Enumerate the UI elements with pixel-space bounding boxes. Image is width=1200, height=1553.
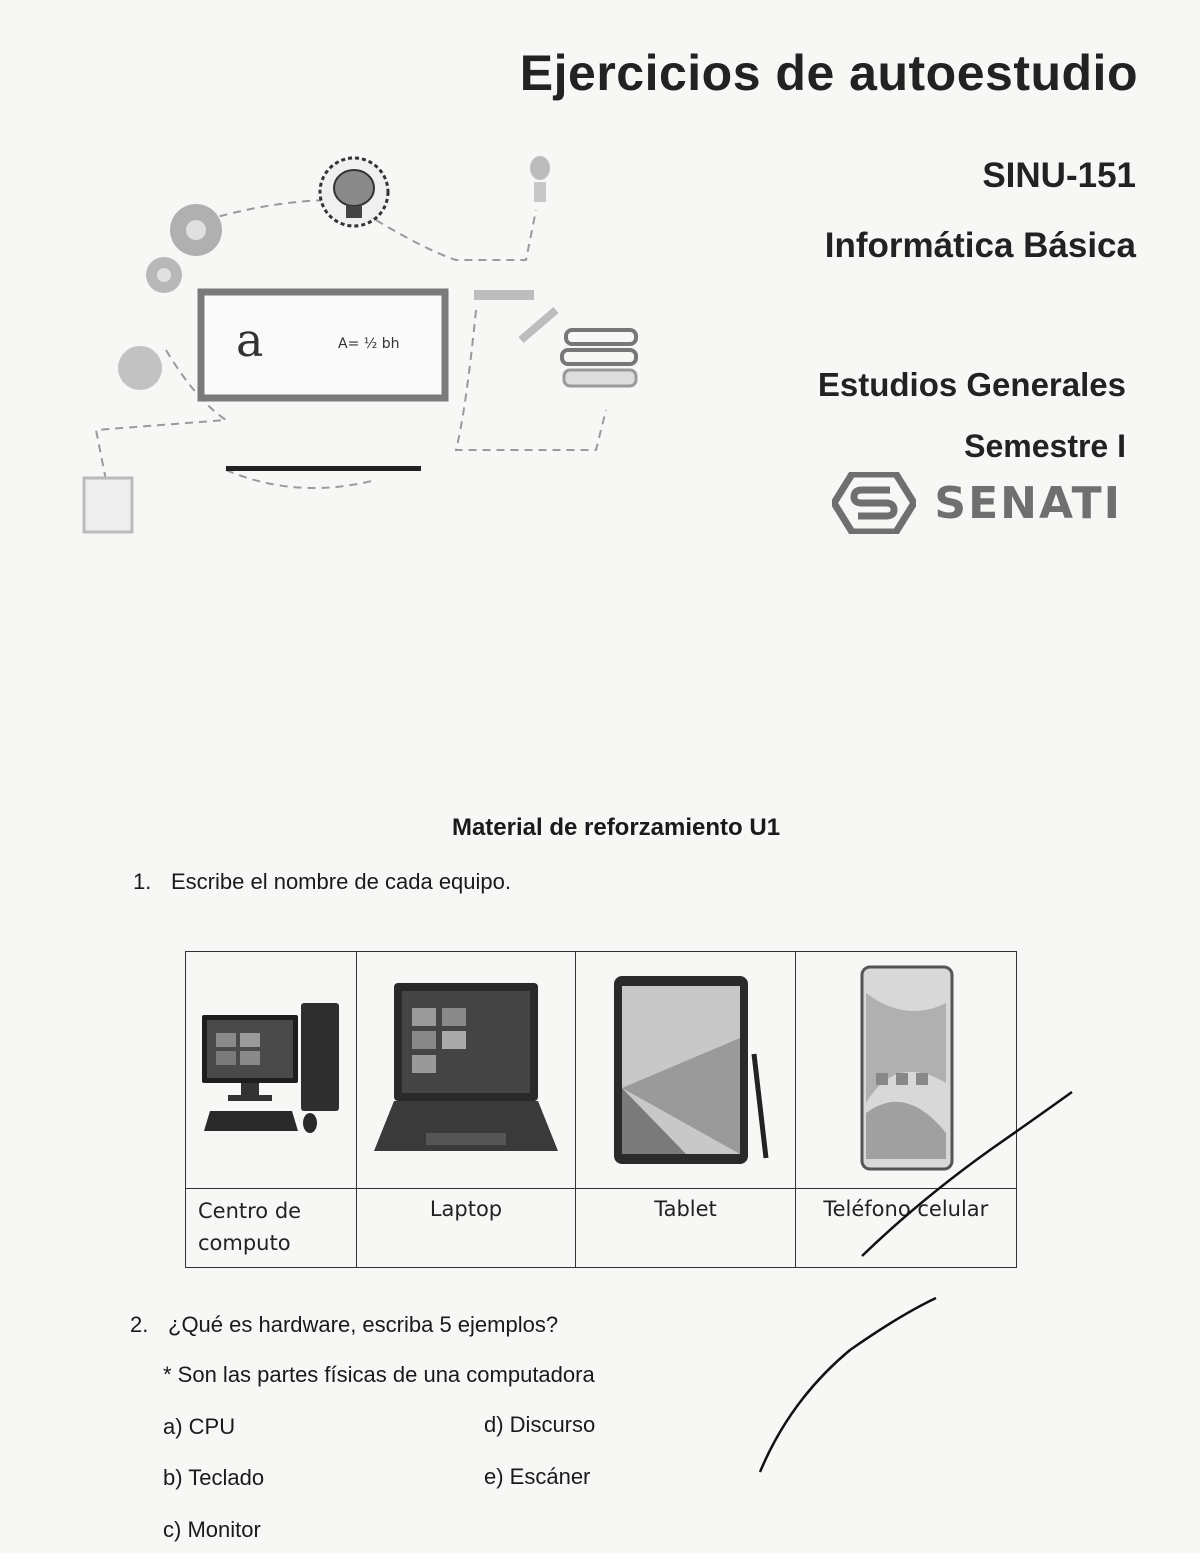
device-image-cell (186, 952, 357, 1189)
device-label: Teléfono celular (823, 1197, 989, 1221)
gear-icon (146, 204, 222, 293)
course-code: SINU-151 (982, 156, 1136, 195)
clipboard-icon (84, 478, 132, 532)
section-title: Material de reforzamiento U1 (451, 814, 781, 841)
question-number: 1. (133, 869, 152, 894)
question-1 (133, 869, 511, 895)
device-label-cell (576, 1189, 795, 1268)
pencil-icon (521, 310, 556, 340)
ruler-icon (474, 290, 534, 300)
answer-item: d) Discurso (484, 1412, 596, 1437)
books-icon (562, 330, 636, 386)
chalkboard-icon (201, 292, 445, 471)
device-label-line-2: computo (198, 1231, 291, 1255)
device-label-cell (186, 1189, 357, 1268)
course-name: Informática Básica (824, 226, 1136, 265)
logo-text: SENATI (934, 477, 1122, 529)
answer-item: c) Monitor (163, 1517, 261, 1542)
desktop-computer-icon (196, 993, 346, 1143)
lightbulb-small-icon (530, 156, 550, 180)
device-image-cell (795, 952, 1016, 1189)
answer-intro: * Son las partes físicas de una computadora (163, 1362, 595, 1387)
device-label-cell (795, 1189, 1016, 1268)
answer-item: e) Escáner (484, 1464, 591, 1489)
senati-logo (832, 472, 1122, 534)
svg-text:A= ½ bh: A= ½ bh (338, 336, 400, 352)
device-label: Tablet (654, 1197, 717, 1221)
laptop-icon (366, 973, 566, 1163)
answer-item: a) CPU (163, 1414, 236, 1439)
question-2 (130, 1312, 558, 1338)
device-label-cell (356, 1189, 576, 1268)
lightbulb-icon (320, 158, 388, 226)
lightbulb-small-icon (118, 346, 162, 390)
education-illustration (76, 150, 656, 550)
question-text: ¿Qué es hardware, escriba 5 ejemplos? (168, 1312, 559, 1337)
question-text: Escribe el nombre de cada equipo. (171, 869, 511, 894)
question-number: 2. (130, 1312, 149, 1337)
device-label: Laptop (429, 1197, 503, 1221)
device-label-line-1: Centro de (198, 1199, 302, 1223)
svg-text:a: a (236, 313, 264, 367)
semester-label: Semestre I (964, 428, 1126, 464)
answer-item: b) Teclado (163, 1465, 265, 1490)
department-label: Estudios Generales (817, 366, 1126, 403)
device-image-cell (576, 952, 795, 1189)
senati-logo-icon (832, 472, 916, 534)
smartphone-icon (846, 963, 966, 1173)
page-title: Ejercicios de autoestudio (519, 45, 1138, 101)
devices-table (185, 951, 1017, 1268)
device-image-cell (356, 952, 576, 1189)
tablet-icon (596, 968, 776, 1168)
